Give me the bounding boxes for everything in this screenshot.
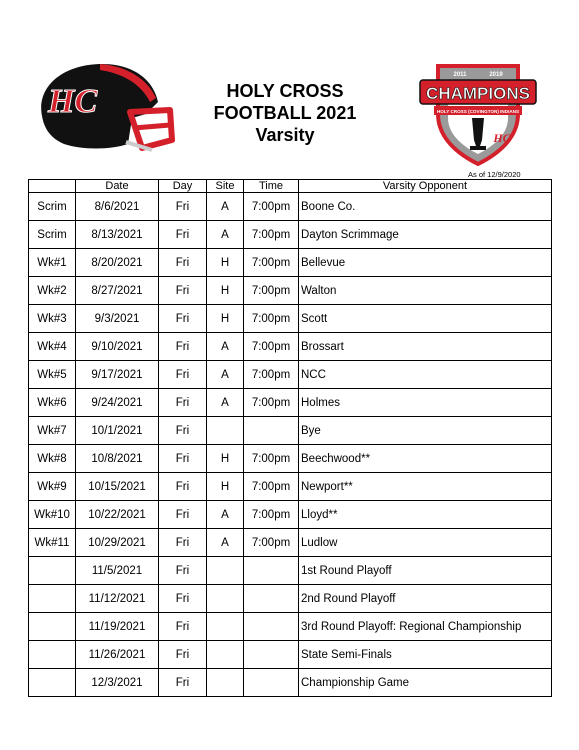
opponent-cell: Bye — [299, 417, 552, 445]
date-cell: 11/12/2021 — [76, 585, 159, 613]
table-row — [29, 557, 552, 585]
day-cell: Fri — [159, 417, 207, 445]
site-cell: H — [207, 277, 244, 305]
table-row — [29, 613, 552, 641]
week-cell: Wk#8 — [29, 445, 76, 473]
site-cell — [207, 417, 244, 445]
opponent-cell: Ludlow — [299, 529, 552, 557]
table-row — [29, 333, 552, 361]
date-cell: 10/8/2021 — [76, 445, 159, 473]
table-row — [29, 473, 552, 501]
date-cell: 11/5/2021 — [76, 557, 159, 585]
time-cell — [244, 557, 299, 585]
champions-badge-logo — [418, 56, 538, 168]
header-day: Day — [159, 180, 207, 193]
header-date: Date — [76, 180, 159, 193]
opponent-cell: Walton — [299, 277, 552, 305]
week-cell: Wk#6 — [29, 389, 76, 417]
site-cell: A — [207, 193, 244, 221]
table-row — [29, 389, 552, 417]
date-cell: 8/27/2021 — [76, 277, 159, 305]
badge-word: CHAMPIONS — [426, 84, 530, 103]
time-cell: 7:00pm — [244, 529, 299, 557]
table-row — [29, 501, 552, 529]
week-cell: Scrim — [29, 221, 76, 249]
site-cell: H — [207, 305, 244, 333]
opponent-cell: Bellevue — [299, 249, 552, 277]
day-cell: Fri — [159, 557, 207, 585]
day-cell: Fri — [159, 389, 207, 417]
time-cell — [244, 417, 299, 445]
helmet-logo — [30, 58, 175, 158]
week-cell: Wk#5 — [29, 361, 76, 389]
day-cell: Fri — [159, 193, 207, 221]
table-row — [29, 277, 552, 305]
week-cell: Wk#1 — [29, 249, 76, 277]
opponent-cell: Boone Co. — [299, 193, 552, 221]
table-row — [29, 417, 552, 445]
table-row — [29, 445, 552, 473]
site-cell — [207, 669, 244, 697]
time-cell: 7:00pm — [244, 193, 299, 221]
site-cell — [207, 557, 244, 585]
title-line-3: Varsity — [255, 125, 315, 145]
time-cell — [244, 669, 299, 697]
time-cell: 7:00pm — [244, 361, 299, 389]
date-cell: 8/20/2021 — [76, 249, 159, 277]
opponent-cell: Scott — [299, 305, 552, 333]
site-cell: H — [207, 445, 244, 473]
day-cell: Fri — [159, 669, 207, 697]
week-cell: Wk#4 — [29, 333, 76, 361]
day-cell: Fri — [159, 221, 207, 249]
table-row — [29, 641, 552, 669]
table-row — [29, 221, 552, 249]
opponent-cell: NCC — [299, 361, 552, 389]
badge-year-left: 2011 — [453, 72, 467, 78]
badge-trophy-base — [470, 146, 486, 150]
table-row — [29, 669, 552, 697]
time-cell — [244, 613, 299, 641]
day-cell: Fri — [159, 333, 207, 361]
date-cell: 8/13/2021 — [76, 221, 159, 249]
date-cell: 10/29/2021 — [76, 529, 159, 557]
date-cell: 10/1/2021 — [76, 417, 159, 445]
opponent-cell: 1st Round Playoff — [299, 557, 552, 585]
table-row — [29, 193, 552, 221]
day-cell: Fri — [159, 501, 207, 529]
site-cell: A — [207, 333, 244, 361]
time-cell: 7:00pm — [244, 305, 299, 333]
site-cell — [207, 585, 244, 613]
date-cell: 10/15/2021 — [76, 473, 159, 501]
opponent-cell: Newport** — [299, 473, 552, 501]
helmet-facemask-bar — [134, 125, 170, 128]
site-cell: A — [207, 221, 244, 249]
schedule-body — [29, 193, 552, 697]
table-row — [29, 249, 552, 277]
date-cell: 11/19/2021 — [76, 613, 159, 641]
week-cell: Wk#2 — [29, 277, 76, 305]
week-cell — [29, 557, 76, 585]
opponent-cell: Lloyd** — [299, 501, 552, 529]
table-row — [29, 529, 552, 557]
site-cell: A — [207, 389, 244, 417]
week-cell — [29, 585, 76, 613]
day-cell: Fri — [159, 445, 207, 473]
table-row — [29, 305, 552, 333]
table-row — [29, 361, 552, 389]
week-cell: Wk#10 — [29, 501, 76, 529]
opponent-cell: Dayton Scrimmage — [299, 221, 552, 249]
date-cell: 10/22/2021 — [76, 501, 159, 529]
week-cell — [29, 641, 76, 669]
date-cell: 9/17/2021 — [76, 361, 159, 389]
opponent-cell: 2nd Round Playoff — [299, 585, 552, 613]
day-cell: Fri — [159, 305, 207, 333]
title-line-1: HOLY CROSS — [226, 81, 344, 101]
date-cell: 8/6/2021 — [76, 193, 159, 221]
as-of-date: As of 12/9/2020 — [468, 170, 521, 179]
day-cell: Fri — [159, 613, 207, 641]
site-cell: A — [207, 361, 244, 389]
schedule-header-row — [29, 180, 552, 193]
time-cell: 7:00pm — [244, 277, 299, 305]
date-cell: 11/26/2021 — [76, 641, 159, 669]
opponent-cell: 3rd Round Playoff: Regional Championship — [299, 613, 552, 641]
opponent-cell: Holmes — [299, 389, 552, 417]
badge-monogram: HC — [493, 131, 511, 145]
day-cell: Fri — [159, 277, 207, 305]
site-cell: A — [207, 529, 244, 557]
time-cell: 7:00pm — [244, 389, 299, 417]
day-cell: Fri — [159, 529, 207, 557]
title-line-2: FOOTBALL 2021 — [213, 103, 357, 123]
site-cell — [207, 613, 244, 641]
header-week — [29, 180, 76, 193]
date-cell: 12/3/2021 — [76, 669, 159, 697]
header-site: Site — [207, 180, 244, 193]
table-row — [29, 585, 552, 613]
time-cell — [244, 585, 299, 613]
date-cell: 9/24/2021 — [76, 389, 159, 417]
time-cell: 7:00pm — [244, 249, 299, 277]
site-cell — [207, 641, 244, 669]
week-cell — [29, 669, 76, 697]
date-cell: 9/10/2021 — [76, 333, 159, 361]
date-cell: 9/3/2021 — [76, 305, 159, 333]
opponent-cell: Brossart — [299, 333, 552, 361]
header-opponent: Varsity Opponent — [299, 180, 552, 193]
opponent-cell: Championship Game — [299, 669, 552, 697]
week-cell: Wk#11 — [29, 529, 76, 557]
schedule-table — [28, 179, 552, 697]
time-cell: 7:00pm — [244, 473, 299, 501]
site-cell: H — [207, 249, 244, 277]
week-cell: Scrim — [29, 193, 76, 221]
page-title — [190, 80, 380, 146]
week-cell: Wk#3 — [29, 305, 76, 333]
time-cell: 7:00pm — [244, 333, 299, 361]
day-cell: Fri — [159, 361, 207, 389]
day-cell: Fri — [159, 473, 207, 501]
badge-year-right: 2019 — [489, 72, 503, 78]
badge-subtitle: HOLY CROSS (COVINGTON) INDIANS — [436, 109, 520, 114]
time-cell — [244, 641, 299, 669]
week-cell — [29, 613, 76, 641]
header-time: Time — [244, 180, 299, 193]
time-cell: 7:00pm — [244, 501, 299, 529]
helmet-monogram: HC — [48, 83, 98, 120]
day-cell: Fri — [159, 249, 207, 277]
site-cell: A — [207, 501, 244, 529]
opponent-cell: Beechwood** — [299, 445, 552, 473]
opponent-cell: State Semi-Finals — [299, 641, 552, 669]
week-cell: Wk#7 — [29, 417, 76, 445]
day-cell: Fri — [159, 585, 207, 613]
time-cell: 7:00pm — [244, 221, 299, 249]
site-cell: H — [207, 473, 244, 501]
week-cell: Wk#9 — [29, 473, 76, 501]
day-cell: Fri — [159, 641, 207, 669]
time-cell: 7:00pm — [244, 445, 299, 473]
